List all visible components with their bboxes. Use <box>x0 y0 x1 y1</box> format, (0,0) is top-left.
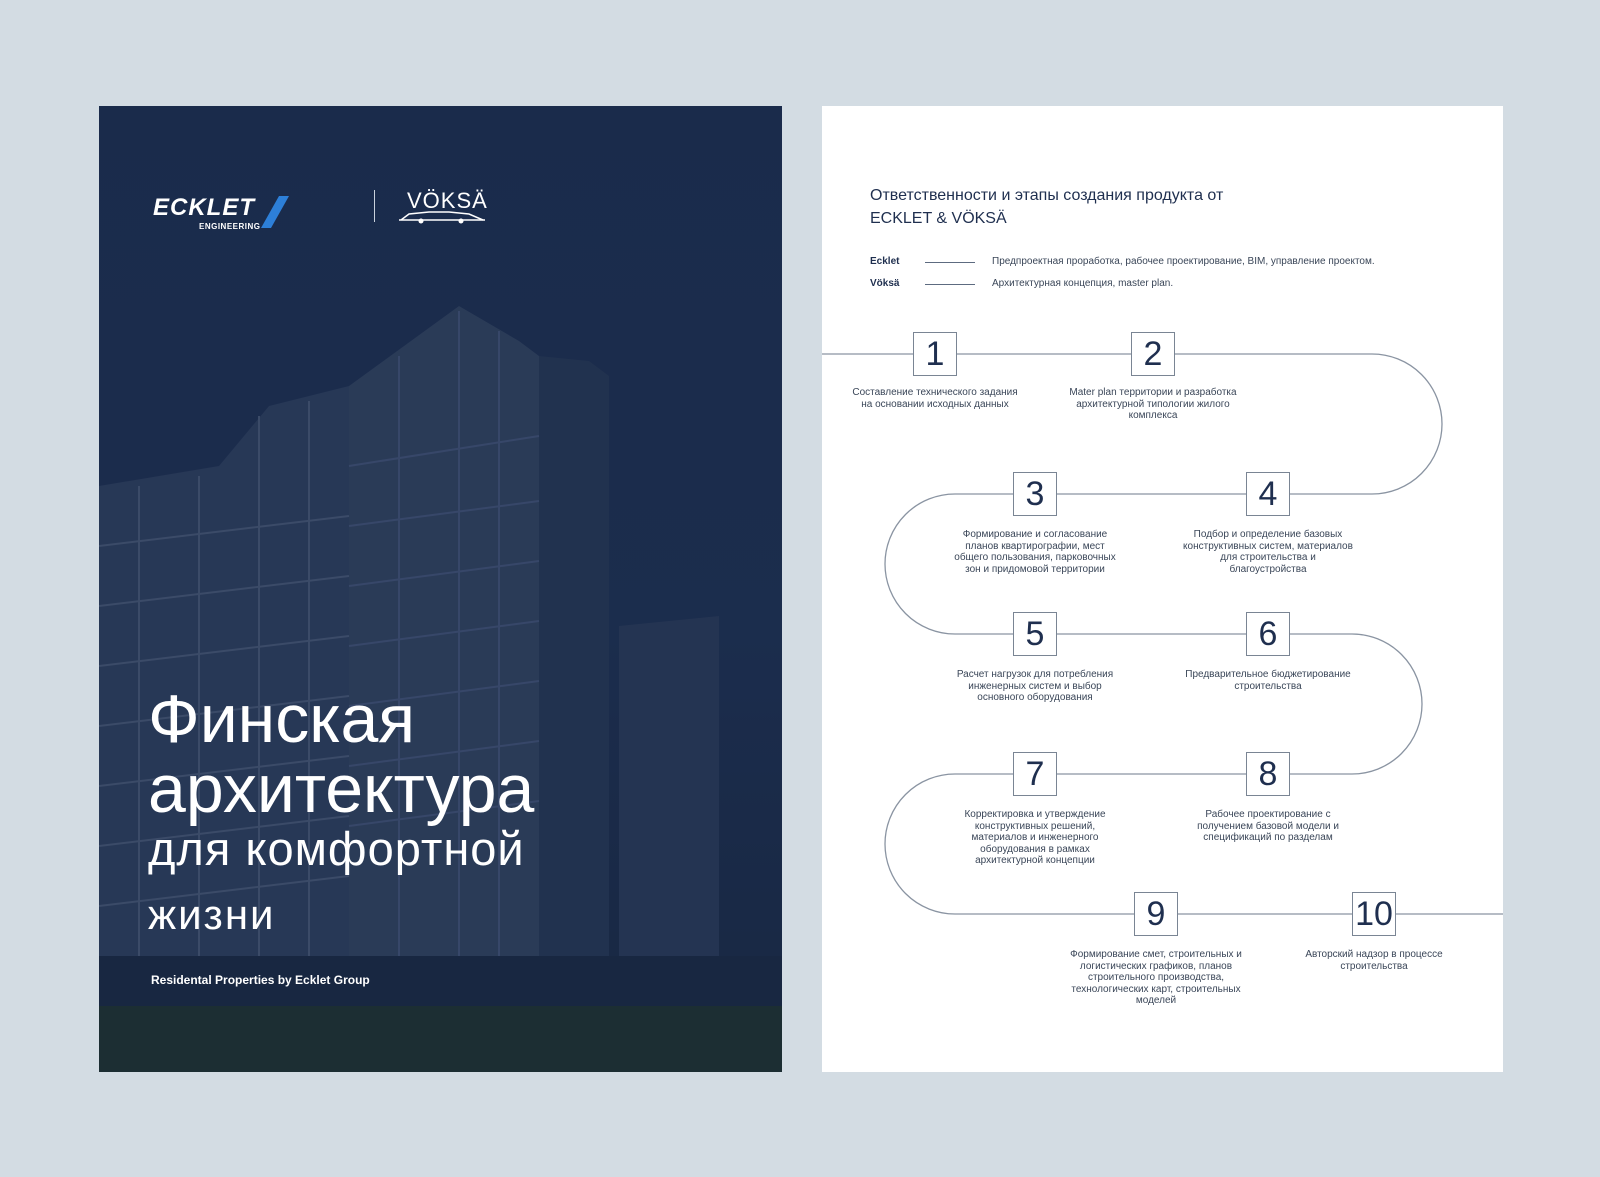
step-description: Рабочее проектирование с получением базовой модели и спецификаций по разделам <box>1197 809 1339 843</box>
step-description: Формирование и согласование планов квартирографии, мест общего пользования, парковочных зон и придомовой территории <box>954 529 1116 575</box>
legend-name: Ecklet <box>870 256 900 267</box>
voksa-logo: VÖKSÄ <box>407 188 488 213</box>
brochure-inner-page <box>822 106 1503 1072</box>
step-number-box: 3 <box>1013 472 1057 516</box>
step-description: Предварительное бюджетирование строительства <box>1185 669 1351 692</box>
cover-title-line2: архитектура <box>148 751 535 827</box>
voksa-car-icon <box>399 208 485 224</box>
step-number-box: 4 <box>1246 472 1290 516</box>
ecklet-slash-icon <box>261 194 291 230</box>
step-description: Формирование смет, строительных и логистических графиков, планов строительного производства, технологических карт, строительных моделей <box>1070 949 1242 1006</box>
legend-name: Vöksä <box>870 278 900 289</box>
ecklet-logo-subtitle: ENGINEERING <box>199 222 261 231</box>
cover-subtitle-line1: для комфортной <box>148 822 525 875</box>
step-number-box: 5 <box>1013 612 1057 656</box>
cover-tagline: Residental Properties by Ecklet Group <box>151 973 370 987</box>
cover-logos <box>153 188 488 238</box>
step-number-box: 1 <box>913 332 957 376</box>
legend-description: Предпроектная проработка, рабочее проектирование, BIM, управление проектом. <box>992 256 1375 267</box>
step-number-box: 2 <box>1131 332 1175 376</box>
step-description: Авторский надзор в процессе строительства <box>1305 949 1443 972</box>
step-number-box: 10 <box>1352 892 1396 936</box>
step-description: Подбор и определение базовых конструктивных систем, материалов для строительства и благоустройства <box>1183 529 1353 575</box>
cover-title <box>148 681 535 827</box>
step-description: Расчет нагрузок для потребления инженерных систем и выбор основного оборудования <box>956 669 1114 703</box>
cover-subtitle-line2: жизни <box>148 891 276 938</box>
ecklet-logo: ECKLET <box>153 194 255 221</box>
step-description: Корректировка и утверждение конструктивных решений, материалов и инженерного оборудования в рамках архитектурной концепции <box>964 809 1106 866</box>
step-number-box: 9 <box>1134 892 1178 936</box>
step-number-box: 7 <box>1013 752 1057 796</box>
cover-title-line1: Финская <box>148 681 416 757</box>
logo-divider <box>374 190 375 222</box>
brochure-cover <box>99 106 782 1072</box>
step-description: Составление технического задания на основании исходных данных <box>852 387 1018 410</box>
legend-description: Архитектурная концепция, master plan. <box>992 278 1174 289</box>
step-number-box: 6 <box>1246 612 1290 656</box>
step-description: Mater plan территории и разработка архитектурной типологии жилого комплекса <box>1069 387 1237 421</box>
page-title: Ответственности и этапы создания продукта от ECKLET & VÖKSÄ <box>870 187 1224 227</box>
step-number-box: 8 <box>1246 752 1290 796</box>
